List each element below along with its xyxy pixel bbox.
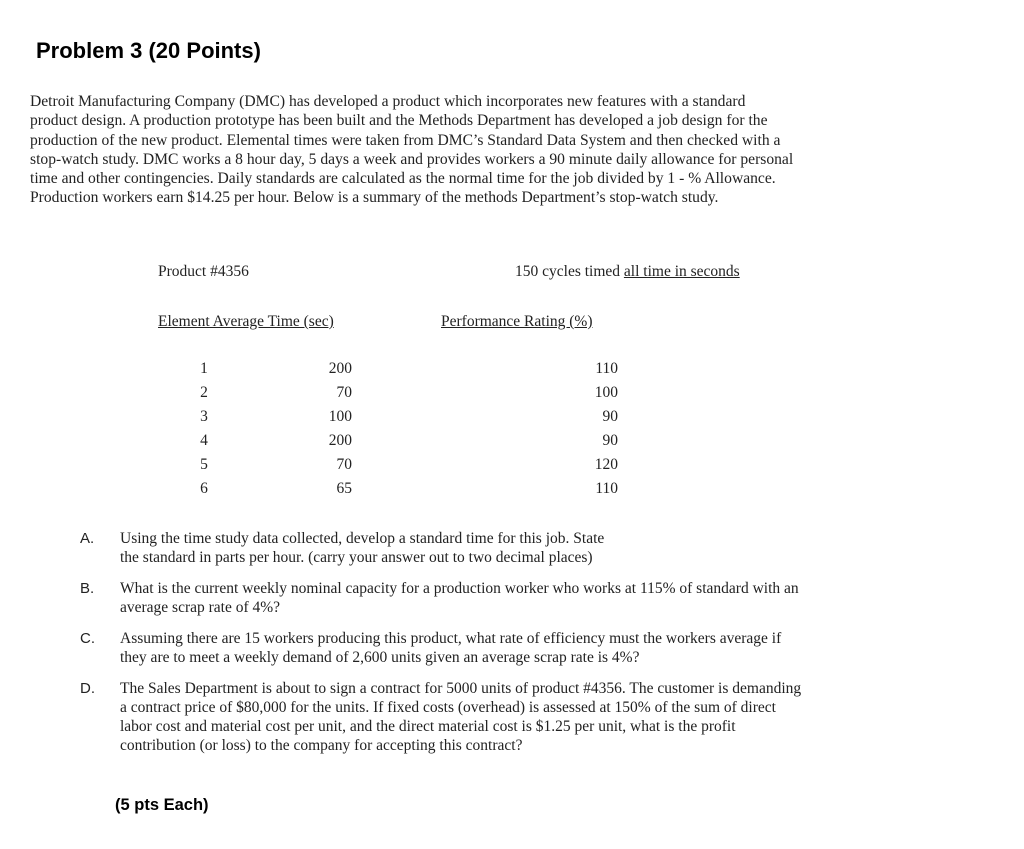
product-number: Product #4356: [158, 263, 249, 280]
element-number: 5: [200, 456, 208, 473]
question-letter: D.: [80, 680, 95, 697]
question-line: Using the time study data collected, develop a standard time for this job. State: [120, 530, 605, 547]
description-line: product design. A production prototype has been built and the Methods Department has developed a job design for the: [30, 112, 768, 130]
element-number: 2: [200, 384, 208, 401]
performance-rating: 110: [595, 480, 618, 497]
question-letter: B.: [80, 580, 95, 597]
performance-rating: 110: [595, 360, 618, 377]
question-letter: C.: [80, 630, 95, 647]
description-line: stop-watch study. DMC works a 8 hour day, 5 days a week and provides workers a 90 minute daily allowance for personal: [30, 150, 794, 168]
question-text: [120, 679, 1020, 755]
element-time: 65: [336, 480, 352, 497]
description-line: time and other contingencies. Daily standards are calculated as the normal time for the job divided by 1 - % Allowance.: [30, 170, 776, 188]
question-line: Assuming there are 15 workers producing this product, what rate of efficiency must the workers average if: [120, 630, 782, 647]
element-time: 200: [328, 432, 352, 449]
problem-description: [30, 92, 1020, 208]
element-time: 70: [336, 384, 352, 401]
column-header-performance-rating: Performance Rating (%): [441, 313, 593, 330]
performance-rating: 100: [594, 384, 618, 401]
points-note: (5 pts Each): [115, 796, 209, 814]
element-number: 4: [200, 432, 208, 449]
element-number: 1: [200, 360, 208, 377]
question-line: labor cost and material cost per unit, and the direct material cost is $1.25 per unit, what is the profit: [120, 718, 736, 735]
table-row: [0, 384, 700, 408]
element-time: 70: [336, 456, 352, 473]
element-time: 100: [328, 408, 352, 425]
question-line: average scrap rate of 4%?: [120, 599, 281, 616]
cycles-count: 150 cycles timed: [515, 263, 621, 280]
time-unit-note: all time in seconds: [623, 263, 740, 280]
performance-rating: 90: [602, 408, 618, 425]
question-line: What is the current weekly nominal capacity for a production worker who works at 115% of standard with an: [120, 580, 799, 597]
question-line: a contract price of $80,000 for the units. If fixed costs (overhead) is assessed at 150% of the sum of direct: [120, 699, 776, 716]
table-row: [0, 360, 700, 384]
question-line: they are to meet a weekly demand of 2,600 units given an average scrap rate is 4%?: [120, 649, 640, 666]
question-letter: A.: [80, 530, 95, 547]
question-text: [120, 579, 1020, 617]
table-row: [0, 480, 700, 504]
question-line: the standard in parts per hour. (carry your answer out to two decimal places): [120, 549, 593, 566]
question-line: contribution (or loss) to the company for accepting this contract?: [120, 737, 523, 754]
column-header-element-time: Element Average Time (sec): [158, 313, 334, 330]
description-line: production of the new product. Elemental times were taken from DMC’s Standard Data System and then checked with a: [30, 131, 781, 149]
time-study-table: [0, 360, 700, 510]
description-line: Detroit Manufacturing Company (DMC) has developed a product which incorporates new features with a standard: [30, 93, 746, 110]
question-text: [120, 629, 1020, 667]
performance-rating: 120: [594, 456, 618, 473]
description-line: Production workers earn $14.25 per hour. Below is a summary of the methods Department’s stop-watch study.: [30, 189, 719, 207]
table-row: [0, 456, 700, 480]
table-row: [0, 408, 700, 432]
element-number: 6: [200, 480, 208, 497]
performance-rating: 90: [602, 432, 618, 449]
table-row: [0, 432, 700, 456]
element-number: 3: [200, 408, 208, 425]
cycles-timed: [515, 263, 740, 281]
element-time: 200: [328, 360, 352, 377]
question-line: The Sales Department is about to sign a contract for 5000 units of product #4356. The customer is demanding: [120, 680, 802, 697]
problem-title: Problem 3 (20 Points): [36, 38, 261, 63]
question-text: [120, 529, 1020, 567]
